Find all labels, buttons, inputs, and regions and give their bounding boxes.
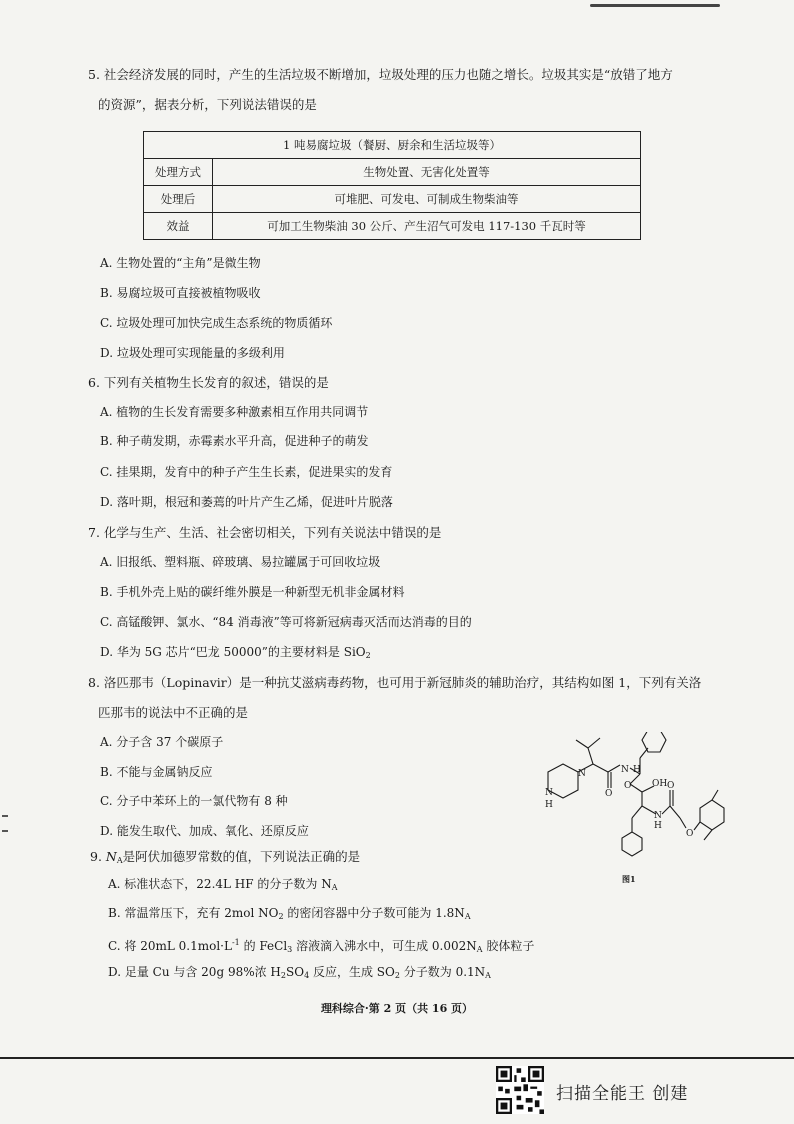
subscript: 2 (365, 651, 371, 660)
q9-option-b (108, 905, 471, 925)
lopinavir-structure-figure (538, 732, 738, 882)
qr-code-icon (496, 1066, 544, 1114)
subscript: A (331, 883, 338, 892)
atom-h: H (654, 821, 662, 831)
q8-stem-line2: 匹那韦的说法中不正确的是 (98, 705, 249, 720)
q7-option-b: B. 手机外壳上贴的碳纤维外膜是一种新型无机非金属材料 (100, 585, 405, 599)
option-text: D. 足量 Cu 与含 20g 98%浓 H (108, 965, 281, 979)
atom-o: O (624, 781, 632, 791)
question-number: 9. (90, 849, 102, 864)
subscript: 2 (278, 912, 284, 921)
atom-h: H (545, 800, 553, 810)
table-row-value: 生物处置、无害化处置等 (213, 159, 641, 186)
q9-option-c (108, 935, 534, 958)
margin-mark (2, 815, 8, 817)
table-row-label: 效益 (144, 213, 213, 240)
q5-option-a: A. 生物处置的“主角”是微生物 (100, 256, 261, 270)
q7-stem: 7. 化学与生产、生活、社会密切相关，下列有关说法中错误的是 (88, 525, 442, 540)
q5-table (143, 131, 641, 240)
table-row-label: 处理后 (144, 186, 213, 213)
q6-option-c: C. 挂果期，发育中的种子产生生长素，促进果实的发育 (100, 465, 393, 479)
q5-option-b: B. 易腐垃圾可直接被植物吸收 (100, 286, 261, 300)
benzene-ring-top (642, 732, 666, 752)
q8-option-b: B. 不能与金属钠反应 (100, 765, 213, 779)
q6-option-a: A. 植物的生长发育需要多种激素相互作用共同调节 (100, 405, 369, 419)
bottom-rule (0, 1057, 794, 1059)
q8-stem-line1: 8. 洛匹那韦（Lopinavir）是一种抗艾滋病毒药物，也可用于新冠肺炎的辅助治疗，其结构如图 1，下列有关洛 (88, 675, 702, 690)
table-row-value: 可堆肥、可发电、可制成生物柴油等 (213, 186, 641, 213)
option-text: 的密闭容器中分子数可能为 1.8N (283, 906, 465, 920)
q7-option-a: A. 旧报纸、塑料瓶、碎玻璃、易拉罐属于可回收垃圾 (100, 555, 381, 569)
subscript: A (476, 945, 483, 954)
table-row-label: 处理方式 (144, 159, 213, 186)
option-text: SO (286, 965, 305, 979)
atom-o: O (605, 789, 613, 799)
table-row-value: 可加工生物柴油 30 公斤、产生沼气可发电 117-130 千瓦时等 (213, 213, 641, 240)
option-text: D. 华为 5G 芯片“巴龙 50000”的主要材料是 SiO (100, 645, 366, 659)
atom-n: N (654, 811, 662, 821)
subscript: 4 (304, 971, 310, 980)
page-footer: 理科综合·第 2 页（共 16 页） (320, 1002, 474, 1015)
margin-mark (2, 830, 8, 832)
q9-option-a (108, 876, 338, 896)
option-text: 胶体粒子 (482, 939, 535, 953)
na-symbol: N (105, 849, 117, 864)
figure-label: 图1 (622, 874, 636, 884)
benzene-ring-bottom (622, 832, 642, 856)
atom-o: O (686, 829, 694, 839)
q5-stem-line1: 5. 社会经济发展的同时，产生的生活垃圾不断增加，垃圾处理的压力也随之增长。垃圾其实是“放错了地方 (88, 67, 673, 82)
table-title: 1 吨易腐垃圾（餐厨、厨余和生活垃圾等） (144, 132, 641, 159)
q6-option-d: D. 落叶期，根冠和萎蔫的叶片产生乙烯，促进叶片脱落 (100, 495, 393, 509)
option-text: 溶液滴入沸水中，可生成 0.002N (292, 939, 477, 953)
scanner-watermark: 扫描全能王 创建 (556, 1084, 689, 1104)
q7-option-d (100, 644, 371, 664)
atom-h: H (633, 765, 641, 775)
benzene-ring-right (700, 800, 724, 830)
q5-option-d: D. 垃圾处理可实现能量的多级利用 (100, 346, 285, 360)
atom-o: O (667, 781, 675, 791)
atom-n: N (545, 788, 553, 798)
superscript: -1 (231, 938, 240, 947)
q8-option-c: C. 分子中苯环上的一氯代物有 8 种 (100, 794, 288, 808)
subscript: A (116, 856, 123, 865)
atom-oh: OH (652, 779, 668, 789)
option-text: 分子数为 0.1N (399, 965, 486, 979)
subscript: 3 (287, 945, 293, 954)
q9-stem (90, 848, 360, 870)
option-text: B. 常温常压下，充有 2mol NO (108, 906, 279, 920)
subscript: 2 (280, 971, 286, 980)
q5-stem-line2: 的资源”，据表分析，下列说法错误的是 (98, 97, 317, 112)
option-text: 反应，生成 SO (309, 965, 395, 979)
q9-option-d (108, 964, 491, 984)
option-text: 的 FeCl (239, 939, 288, 953)
stem-text: 是阿伏加德罗常数的值，下列说法正确的是 (122, 849, 361, 864)
top-edge-line (590, 4, 720, 7)
q8-option-a: A. 分子含 37 个碳原子 (100, 735, 224, 749)
q8-option-d: D. 能发生取代、加成、氧化、还原反应 (100, 824, 309, 838)
option-text: A. 标准状态下，22.4L HF 的分子数为 N (108, 877, 332, 891)
option-text: C. 将 20mL 0.1mol·L (108, 939, 232, 953)
subscript: A (485, 971, 491, 980)
q6-option-b: B. 种子萌发期，赤霉素水平升高，促进种子的萌发 (100, 434, 369, 448)
subscript: A (464, 912, 471, 921)
atom-n: N (621, 765, 629, 775)
q6-stem: 6. 下列有关植物生长发育的叙述，错误的是 (88, 375, 329, 390)
q5-option-c: C. 垃圾处理可加快完成生态系统的物质循环 (100, 316, 333, 330)
subscript: 2 (394, 971, 400, 980)
q7-option-c: C. 高锰酸钾、氯水、“84 消毒液”等可将新冠病毒灭活而达消毒的目的 (100, 615, 472, 629)
atom-n: N (578, 769, 586, 779)
